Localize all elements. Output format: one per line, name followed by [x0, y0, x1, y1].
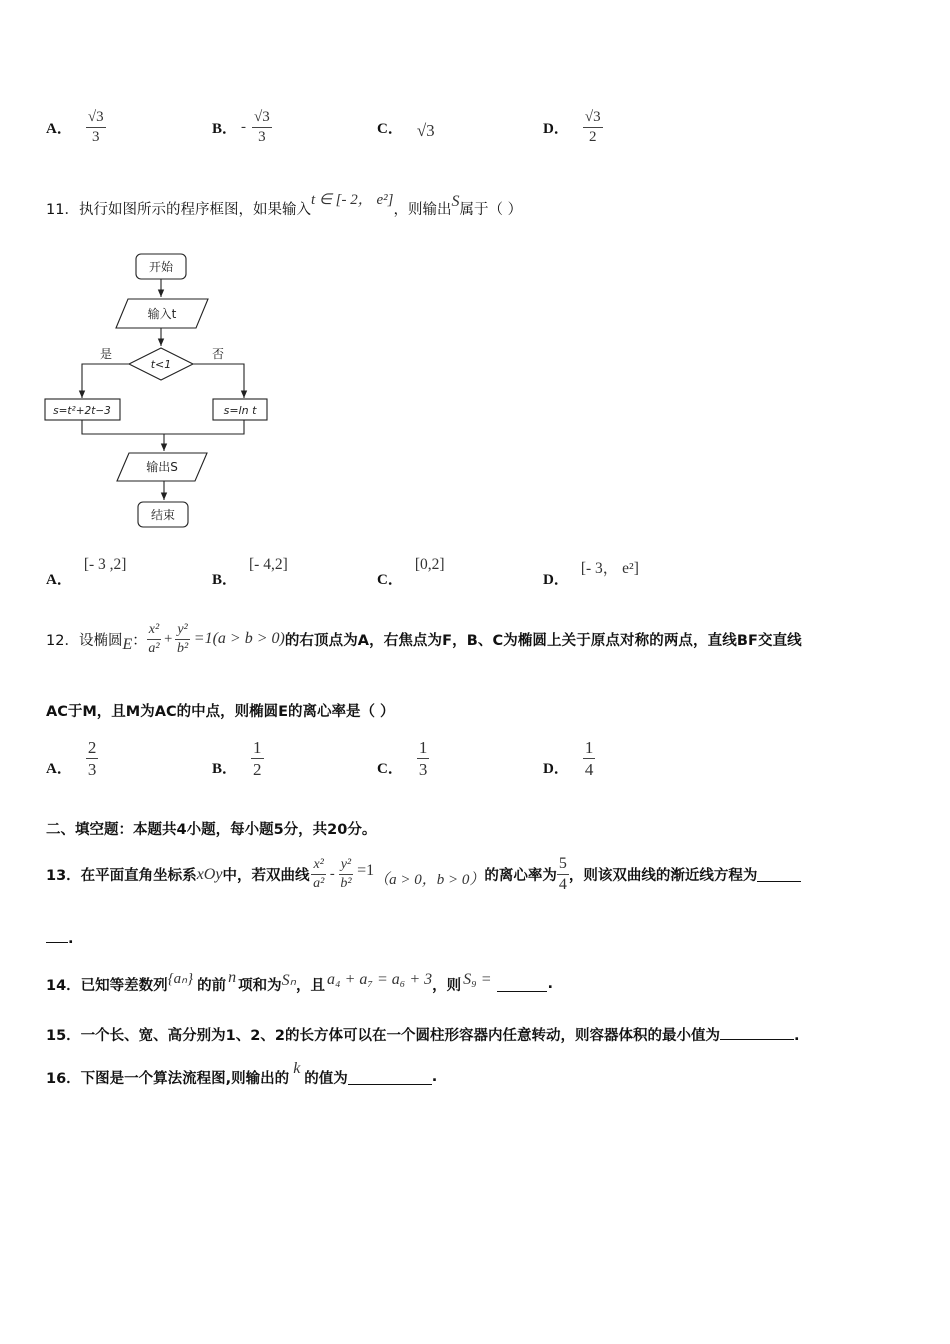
q11-suffix: 属于（ ）: [459, 202, 523, 218]
option-label: A．: [46, 760, 72, 777]
q12-line1: [46, 614, 802, 664]
q14-prefix: 14．已知等差数列: [46, 977, 168, 994]
fraction-y: [339, 858, 353, 891]
fraction: [86, 110, 106, 145]
fraction: [252, 110, 272, 145]
option-label: B．: [212, 120, 238, 137]
denominator: 4: [558, 875, 567, 893]
coord-system: xOy: [196, 866, 223, 883]
yes-connector: [82, 364, 129, 398]
q14-mid2: 项和为: [238, 977, 282, 994]
option-label: C．: [377, 572, 403, 588]
q12-prefix: 12．设椭圆: [46, 632, 123, 649]
end-label: 结束: [150, 508, 176, 522]
option-label: A．: [46, 572, 72, 588]
q13-continuation: [46, 928, 74, 947]
q14-mid4: ，则: [432, 977, 462, 994]
denominator: 4: [584, 759, 594, 779]
q14-line: [46, 966, 553, 1002]
q16-end: .: [431, 1069, 438, 1085]
option-label: B．: [212, 760, 238, 777]
q16-suffix: 的值为: [304, 1070, 348, 1087]
q10-option-a: [46, 102, 106, 152]
sequence: {aₙ}: [167, 970, 194, 987]
q12-option-a: [46, 734, 98, 782]
q13-suffix: ，则该双曲线的渐近线方程为: [568, 867, 758, 884]
fraction-denominator: 2: [588, 128, 597, 145]
q15-line: [46, 1024, 799, 1045]
q15-text: 15．一个长、宽、高分别为1、2、2的长方体可以在一个圆柱形容器内任意转动，则容器体积的最小值为: [46, 1028, 720, 1044]
fraction: [583, 110, 603, 145]
eccentricity-fraction: [557, 856, 569, 893]
n-var: n: [228, 969, 237, 986]
option-label: D．: [543, 120, 569, 137]
q11-option-b: [212, 556, 288, 589]
left-box-label: s=t²+2t−3: [53, 405, 111, 417]
q15-end: .: [793, 1028, 800, 1044]
q12-option-b: [212, 734, 264, 782]
numerator: 2: [87, 737, 97, 757]
fraction-numerator: √3: [252, 110, 272, 128]
fraction: [251, 739, 264, 778]
q11-option-a: [46, 556, 126, 589]
q12-line2: AC于M，且M为AC的中点，则椭圆E的离心率是（ ）: [46, 704, 395, 720]
option-label: C．: [377, 760, 403, 777]
numerator: x²: [147, 623, 161, 640]
denominator: 3: [418, 759, 428, 779]
minus-sign: -: [329, 865, 335, 882]
input-label: 输入t: [147, 307, 177, 321]
answer-blank: [757, 867, 801, 882]
numerator: 1: [584, 737, 594, 757]
q10-option-d: [543, 102, 603, 152]
denominator: b²: [176, 640, 189, 656]
q13-condition: （a > 0，b > 0）: [374, 871, 485, 888]
minus-sign: -: [241, 118, 247, 135]
q13-end: .: [68, 931, 74, 947]
yes-label: 是: [99, 347, 113, 361]
plus-sign: +: [164, 630, 173, 647]
output-label: 输出S: [146, 460, 178, 474]
option-value: [- 3， e²]: [580, 560, 639, 577]
q13-line: [46, 846, 801, 902]
answer-blank: [348, 1070, 432, 1085]
option-value: [- 4,2]: [249, 556, 288, 573]
sn-var: Sₙ: [281, 972, 297, 989]
q16-line: [46, 1062, 437, 1092]
k-var: k: [293, 1060, 301, 1077]
sqrt-value: √3: [416, 121, 435, 140]
start-label: 开始: [148, 260, 174, 274]
section-heading: 二、填空题：本题共4小题，每小题5分，共20分。: [46, 822, 377, 838]
option-label: A．: [46, 120, 72, 137]
no-label: 否: [211, 347, 225, 361]
fraction-x: [311, 858, 325, 891]
q11-var: S: [451, 193, 460, 210]
fraction-x: [147, 623, 161, 656]
fraction-denominator: 3: [258, 128, 266, 145]
q11-interval: t ∈ [- 2， e²]: [310, 192, 394, 208]
numerator: x²: [311, 858, 325, 875]
q13-mid: 中，若双曲线: [222, 867, 310, 884]
fraction: [86, 739, 99, 778]
numerator: 1: [253, 737, 262, 757]
fraction-numerator: √3: [86, 110, 106, 128]
q11-middle: ，则输出: [393, 202, 452, 218]
q16-prefix: 16．下图是一个算法流程图,则输出的: [46, 1070, 290, 1087]
merge-connector: [82, 420, 244, 434]
q13-prefix: 13．在平面直角坐标系: [46, 867, 197, 884]
option-label: D．: [543, 760, 569, 777]
numerator: 5: [557, 856, 569, 875]
q12-option-d: [543, 734, 595, 782]
option-value: [- 3 ,2]: [83, 556, 127, 573]
right-box-label: s=ln t: [223, 404, 257, 417]
q12-option-c: [377, 734, 429, 782]
q13-ecc-text: 的离心率为: [484, 867, 557, 884]
q10-option-b: [212, 102, 272, 152]
fraction: [583, 739, 596, 778]
fraction-numerator: √3: [583, 110, 603, 128]
fraction-y: [175, 623, 189, 656]
q12-colon: ：: [132, 632, 147, 649]
q11-stem: [46, 192, 523, 219]
ellipse-name: E: [122, 636, 133, 653]
option-value: [0,2]: [414, 556, 445, 573]
fraction-denominator: 3: [91, 128, 100, 145]
q12-line1-rest: 的右顶点为A，右焦点为F，B、C为椭圆上关于原点对称的两点，直线BF交直线: [284, 632, 802, 649]
q11-flowchart: [40, 250, 280, 535]
numerator: y²: [339, 858, 353, 875]
s9-expression: S₉ =: [463, 971, 492, 988]
q10-option-c: [377, 102, 435, 152]
q11-option-c: [377, 556, 445, 589]
q11-prefix: 11．执行如图所示的程序框图，如果输入: [46, 202, 311, 218]
denominator: a²: [313, 875, 325, 891]
q14-condition: a₄ + a₇ = a₆ + 3: [327, 971, 433, 988]
denominator: 3: [87, 759, 97, 779]
option-label: B．: [212, 572, 238, 588]
denominator: b²: [340, 875, 352, 891]
answer-blank: [720, 1025, 794, 1040]
answer-blank: [497, 977, 547, 992]
equation-rhs: =1(a > b > 0): [193, 630, 285, 647]
q14-mid3: ，且: [296, 977, 326, 994]
option-label: D．: [543, 572, 569, 588]
condition-label: t<1: [150, 358, 172, 371]
answer-blank: [46, 928, 68, 943]
denominator: 2: [253, 759, 262, 779]
fraction: [417, 739, 430, 778]
q11-option-d: [543, 556, 639, 589]
q14-end: .: [547, 976, 553, 992]
numerator: 1: [418, 737, 428, 757]
q14-mid1: 的前: [197, 977, 227, 994]
no-connector: [193, 364, 244, 398]
numerator: y²: [175, 623, 189, 640]
denominator: a²: [148, 640, 160, 656]
option-label: C．: [377, 120, 403, 137]
equals-one: =1: [357, 862, 375, 879]
